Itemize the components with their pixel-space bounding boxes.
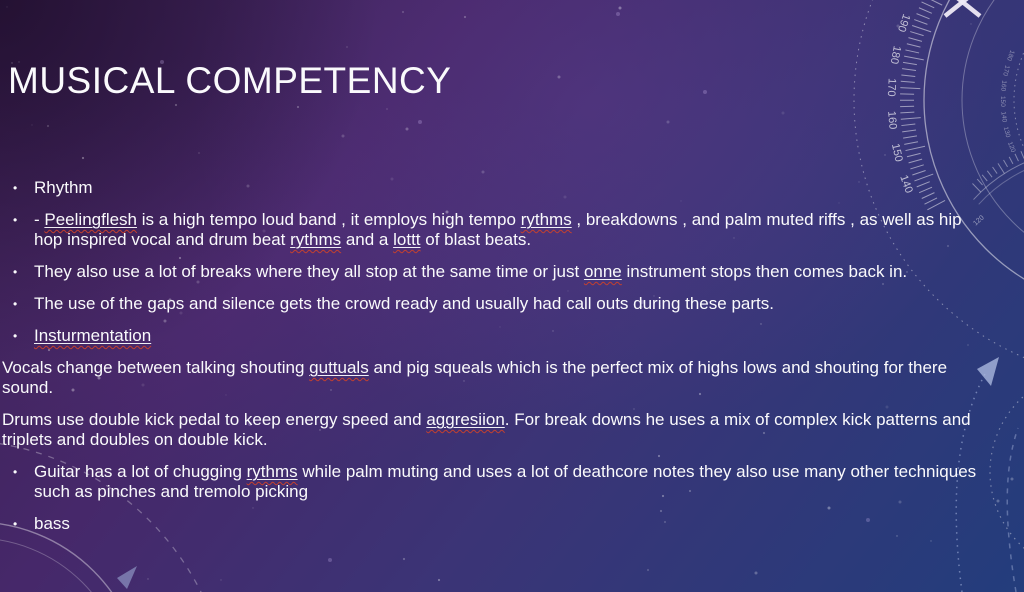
svg-text:140: 140	[897, 173, 915, 195]
svg-text:170: 170	[884, 77, 898, 97]
paragraph	[0, 358, 998, 398]
misspelled-word: rythms	[246, 462, 298, 481]
svg-text:150: 150	[888, 142, 905, 163]
svg-text:160: 160	[999, 79, 1008, 92]
misspelled-word: onne	[583, 262, 622, 281]
bullet-item	[0, 326, 998, 346]
slide-title: MUSICAL COMPETENCY	[8, 60, 452, 101]
bullet-marker: •	[13, 181, 18, 195]
small-arrow-icon	[117, 566, 137, 589]
svg-text:120: 120	[972, 214, 986, 228]
bullet-item	[0, 262, 998, 282]
bullet-marker: •	[13, 465, 18, 479]
bullet-item	[0, 210, 998, 250]
bullet-text: They also use a lot of breaks where they all stop at the same time or just onne instrument stops then comes back in.	[34, 262, 908, 281]
svg-text:180: 180	[887, 44, 903, 65]
paragraph	[0, 410, 998, 450]
svg-text:150: 150	[998, 95, 1007, 107]
dashed-trail	[1007, 428, 1018, 592]
slide-body	[0, 178, 998, 546]
misspelled-word: Peelingflesh	[44, 210, 138, 229]
bullet-marker: •	[13, 517, 18, 531]
paragraph-text: Vocals change between talking shouting guttuals and pig squeals which is the perfect mix of highs lows and shouting for there sound.	[2, 358, 948, 397]
bullet-marker: •	[13, 329, 18, 343]
svg-text:190: 190	[894, 12, 913, 34]
bullet-item	[0, 294, 998, 314]
bullet-marker: •	[13, 213, 18, 227]
svg-text:160: 160	[885, 110, 899, 130]
bullet-item	[0, 462, 998, 502]
svg-text:130: 130	[1001, 126, 1012, 139]
bullet-marker: •	[13, 297, 18, 311]
misspelled-word: lottt	[393, 230, 421, 249]
paragraph-text: Drums use double kick pedal to keep energy speed and aggresiion. For break downs he uses a mix of complex kick patterns and triplets and doubles on double kick.	[2, 410, 971, 449]
bullet-text	[34, 326, 998, 346]
bullet-text: The use of the gaps and silence gets the crowd ready and usually had call outs during these parts.	[34, 294, 774, 313]
bullet-text: bass	[34, 514, 70, 533]
svg-text:180: 180	[1005, 49, 1016, 62]
misspelled-word: aggresiion	[426, 410, 505, 429]
bullet-marker: •	[13, 265, 18, 279]
svg-text:170: 170	[1001, 64, 1011, 77]
misspelled-word: guttuals	[309, 358, 369, 377]
svg-text:140: 140	[999, 111, 1008, 123]
misspelled-word: rythms	[520, 210, 572, 229]
bullet-text: Rhythm	[34, 178, 93, 197]
svg-text:120: 120	[1006, 140, 1017, 154]
bullet-item	[0, 178, 998, 198]
bullet-text: Guitar has a lot of chugging rythms while palm muting and uses a lot of deathcore notes they also use many other techniques such as pinches and tremolo picking	[34, 462, 977, 501]
bullet-item	[0, 514, 998, 534]
bullet-text: - Peelingflesh is a high tempo loud band , it employs high tempo rythms , breakdowns , and palm muted riffs , as well as hip hop inspired vocal and drum beat rythms and a lottt of blast beats.	[34, 210, 962, 249]
misspelled-word: rythms	[290, 230, 342, 249]
compass-needle-icon	[945, 0, 980, 16]
misspelled-word: Insturmentation	[34, 326, 152, 345]
